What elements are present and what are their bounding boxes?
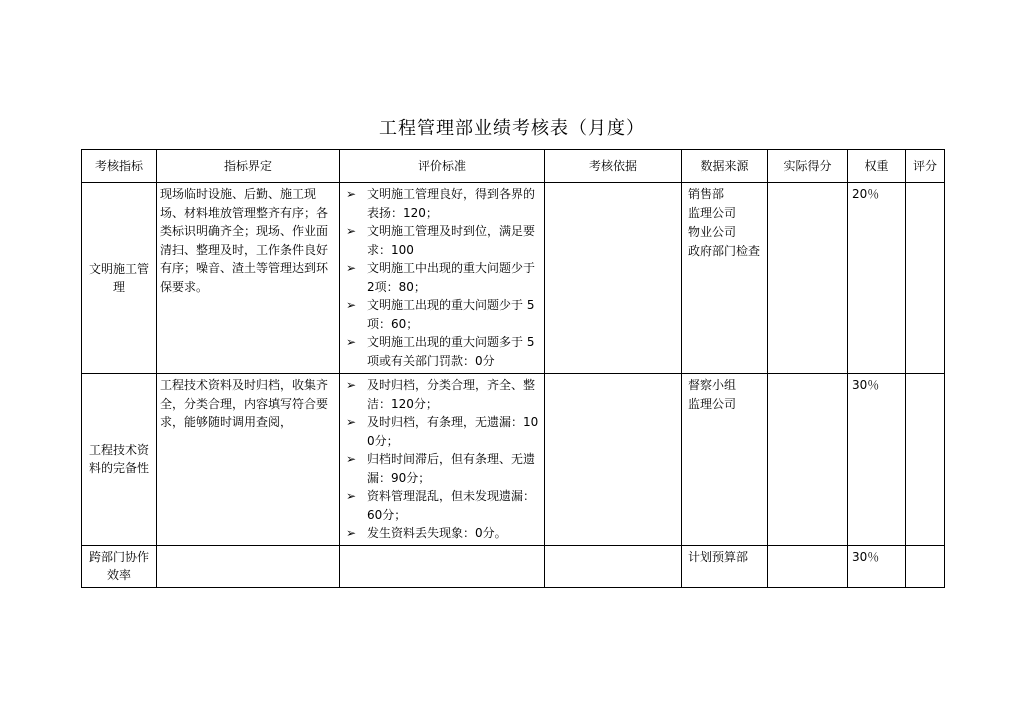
arrow-bullet-icon: ➢: [346, 452, 357, 466]
actual-score-cell: [768, 374, 848, 546]
weight-cell: 30％: [848, 374, 906, 546]
header-weight: 权重: [848, 150, 906, 183]
header-criteria: 评价标准: [340, 150, 545, 183]
table-row: [82, 183, 945, 374]
definition-cell: 现场临时设施、后勤、施工现场、材料堆放管理整齐有序；各类标识明确齐全；现场、作业面清扫、整理及时，工作条件良好有序；噪音、渣土等管理达到环保要求。: [157, 183, 340, 374]
source-item: 计划预算部: [688, 549, 749, 564]
criteria-cell: [340, 374, 545, 546]
source-cell: [682, 545, 768, 587]
header-actual-score: 实际得分: [768, 150, 848, 183]
basis-cell: [545, 183, 682, 374]
arrow-bullet-icon: ➢: [346, 187, 357, 201]
arrow-bullet-icon: ➢: [346, 415, 357, 429]
indicator-cell: 工程技术资料的完备性: [82, 374, 157, 546]
list-item: ➢ 文明施工出现的重大问题少于 5项：60；: [346, 298, 535, 331]
weight-cell: 30％: [848, 545, 906, 587]
criteria-cell: [340, 183, 545, 374]
list-item: ➢ 归档时间滞后，但有条理、无遗漏：90分；: [346, 452, 536, 485]
list-item: ➢ 及时归档，有条理，无遗漏：100分；: [346, 415, 539, 448]
criteria-list: [343, 376, 541, 543]
indicator-cell: 文明施工管理: [82, 183, 157, 374]
source-item: 监理公司: [688, 397, 737, 411]
arrow-bullet-icon: ➢: [346, 261, 357, 275]
source-cell: [682, 183, 768, 374]
list-item: ➢ 及时归档，分类合理，齐全、整洁：120分；: [346, 378, 536, 411]
list-item: ➢ 资料管理混乱，但未发现遗漏：60分；: [346, 489, 536, 522]
list-item: ➢ 文明施工中出现的重大问题少于 2项：80；: [346, 261, 536, 294]
actual-score-cell: [768, 183, 848, 374]
arrow-bullet-icon: ➢: [346, 224, 357, 238]
criteria-cell: [340, 545, 545, 587]
header-indicator: 考核指标: [82, 150, 157, 183]
definition-cell: 工程技术资料及时归档，收集齐全，分类合理，内容填写符合要求，能够随时调用查阅，: [157, 374, 340, 546]
basis-cell: [545, 374, 682, 546]
arrow-bullet-icon: ➢: [346, 335, 357, 349]
arrow-bullet-icon: ➢: [346, 378, 357, 392]
table-row: [82, 374, 945, 546]
arrow-bullet-icon: ➢: [346, 489, 357, 503]
header-row: [82, 150, 945, 183]
score-cell: [906, 374, 945, 546]
weight-cell: 20％: [848, 183, 906, 374]
basis-cell: [545, 545, 682, 587]
assessment-table: [81, 149, 945, 588]
criteria-list: [343, 185, 541, 370]
indicator-cell: 跨部门协作效率: [82, 545, 157, 587]
arrow-bullet-icon: ➢: [346, 298, 357, 312]
source-item: 物业公司: [688, 225, 737, 239]
header-definition: 指标界定: [157, 150, 340, 183]
source-item: 督察小组: [688, 378, 737, 392]
list-item: ➢ 发生资料丢失现象：0分。: [343, 524, 541, 543]
source-item: 监理公司: [688, 206, 737, 220]
header-source: 数据来源: [682, 150, 768, 183]
header-score: 评分: [906, 150, 945, 183]
list-item: ➢ 文明施工管理及时到位，满足要求：100: [346, 224, 536, 257]
score-cell: [906, 183, 945, 374]
header-basis: 考核依据: [545, 150, 682, 183]
actual-score-cell: [768, 545, 848, 587]
source-item: 政府部门检查: [688, 244, 761, 258]
definition-cell: [157, 545, 340, 587]
table-row: [82, 545, 945, 587]
list-item: ➢ 文明施工出现的重大问题多于 5项或有关部门罚款：0分: [346, 335, 535, 368]
list-item: ➢ 文明施工管理良好，得到各界的表扬：120；: [346, 187, 536, 220]
score-cell: [906, 545, 945, 587]
source-cell: [682, 374, 768, 546]
document-title: 工程管理部业绩考核表（月度）: [379, 118, 645, 139]
source-item: 销售部: [688, 187, 725, 201]
arrow-bullet-icon: ➢: [346, 526, 357, 540]
